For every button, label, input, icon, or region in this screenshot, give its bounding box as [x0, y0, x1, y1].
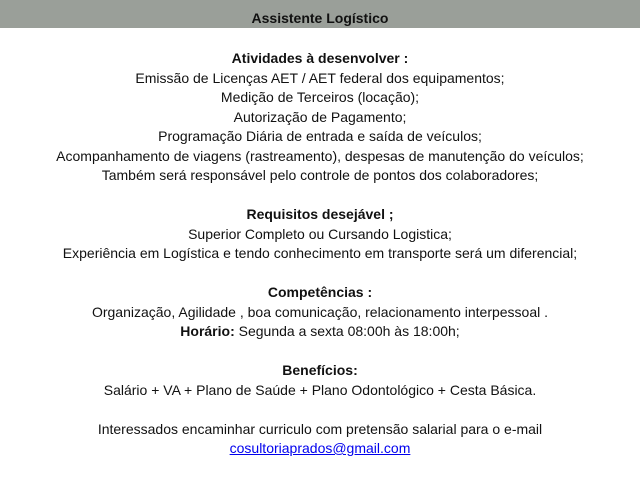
atividades-heading: Atividades à desenvolver : [231, 50, 409, 66]
spacer [0, 186, 640, 206]
document-title: Assistente Logístico [251, 10, 389, 26]
horario-value: Segunda a sexta 08:00h às 18:00h; [234, 323, 460, 339]
atividade-item: Medição de Terceiros (locação); [220, 89, 420, 105]
competencias-heading: Competências : [267, 284, 373, 300]
atividade-item: Emissão de Licenças AET / AET federal dos equipamentos; [135, 69, 505, 86]
atividade-item: Também será responsável pelo controle de pontos dos colaboradores; [101, 167, 539, 183]
contato-text: Interessados encaminhar curriculo com pretensão salarial para o e-mail [97, 420, 543, 437]
requisito-item: Experiência em Logística e tendo conhecimento em transporte será um diferencial; [62, 245, 578, 261]
spacer [0, 342, 640, 362]
requisitos-heading: Requisitos desejável ; [246, 206, 394, 222]
email-link[interactable]: cosultoriaprados@gmail.com [229, 440, 411, 456]
beneficios-text: Salário + VA + Plano de Saúde + Plano Odontológico + Cesta Básica. [103, 381, 537, 398]
atividade-item: Acompanhamento de viagens (rastreamento), despesas de manutenção do veículos; [56, 147, 584, 164]
horario-line [0, 322, 640, 342]
job-posting-body [0, 49, 640, 459]
beneficios-heading: Benefícios: [282, 362, 358, 378]
competencias-text: Organização, Agilidade , boa comunicação, relacionamento interpessoal . [91, 303, 549, 320]
spacer [0, 264, 640, 284]
spacer [0, 400, 640, 420]
requisito-item: Superior Completo ou Cursando Logistica; [188, 225, 452, 242]
atividade-item: Programação Diária de entrada e saída de veículos; [158, 128, 482, 144]
horario-label: Horário: [180, 323, 235, 339]
atividade-item: Autorização de Pagamento; [233, 108, 407, 125]
